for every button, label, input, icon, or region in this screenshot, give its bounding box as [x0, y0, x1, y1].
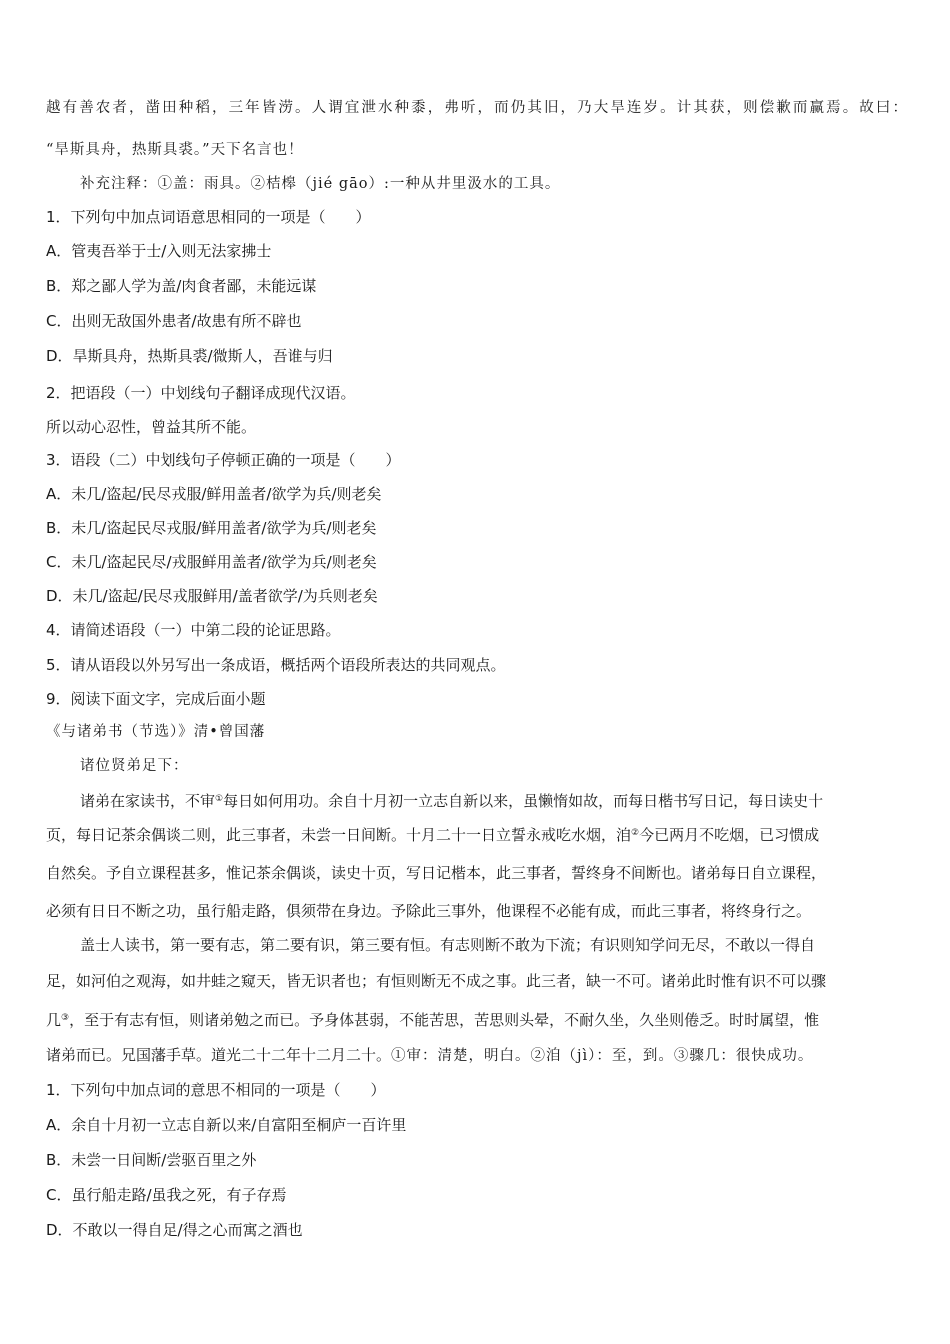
paragraph-line: 盖士人读书，第一要有志，第二要有识，第三要有恒。有志则断不敢为下流；有识则知学问无尽，不敢以一得自 — [80, 936, 816, 954]
answer-option: B．未尝一日间断/尝驱百里之外 — [46, 1151, 257, 1169]
answer-option: D．未几/盗起/民尽戎服鲜用/盖者欲学/为兵则老矣 — [46, 587, 378, 605]
answer-option: C．虽行船走路/虽我之死，有子存焉 — [46, 1186, 287, 1204]
question-stem: 9．阅读下面文字，完成后面小题 — [46, 690, 266, 708]
translation-sentence: 所以动心忍性，曾益其所不能。 — [46, 418, 257, 436]
paragraph-line: 自然矣。予自立课程甚多，惟记茶余偶谈，读史十页，写日记楷本，此三事者，誓终身不间断也。诸弟每日自立课程， — [46, 864, 827, 882]
paragraph-line: 诸弟在家读书，不审①每日如何用功。余自十月初一立志自新以来，虽懒惰如故，而每日楷书写日记，每日读史十 — [80, 792, 824, 810]
letter-salutation: 诸位贤弟足下： — [80, 758, 189, 774]
answer-option: A．余自十月初一立志自新以来/自富阳至桐庐一百许里 — [46, 1116, 407, 1134]
answer-option: D．不敢以一得自足/得之心而寓之酒也 — [46, 1221, 303, 1239]
question-stem: 1．下列句中加点词语意思相同的一项是（ ） — [46, 208, 371, 226]
answer-option: C．未几/盗起民尽/戎服鲜用盖者/欲学为兵/则老矣 — [46, 553, 377, 571]
answer-option: A．管夷吾举于士/入则无法家拂士 — [46, 242, 272, 260]
paragraph-line: 必须有日日不断之功，虽行船走路，俱须带在身边。予除此三事外，他课程不必能有成，而此三事者，将终身行之。 — [46, 902, 812, 920]
question-stem: 3．语段（二）中划线句子停顿正确的一项是（ ） — [46, 451, 401, 469]
question-stem: 1．下列句中加点词的意思不相同的一项是（ ） — [46, 1081, 386, 1099]
answer-option: D．旱斯具舟，热斯具裘/微斯人，吾谁与归 — [46, 347, 333, 365]
question-stem: 4．请简述语段（一）中第二段的论证思路。 — [46, 621, 341, 639]
footnotes: ①审：清楚，明白。②洎（jì）：至，到。③骤几：很快成功。 — [391, 1048, 814, 1064]
passage-text-line: 越有善农者，凿田种稻，三年皆涝。人谓宜泄水种黍，弗听，而仍其旧，乃大旱连岁。计其获，则偿歉而赢焉。故曰： — [46, 100, 908, 116]
answer-option: C．出则无敌国外患者/故患有所不辟也 — [46, 312, 302, 330]
question-stem: 2．把语段（一）中划线句子翻译成现代汉语。 — [46, 384, 356, 402]
answer-option: B．未几/盗起民尽戎服/鲜用盖者/欲学为兵/则老矣 — [46, 519, 377, 537]
supplementary-notes: 补充注释：①盖：雨具。②桔槔（jié gāo）:一种从井里汲水的工具。 — [80, 176, 561, 192]
answer-option: B．郑之鄙人学为盖/肉食者鄙，未能远谋 — [46, 277, 317, 295]
passage-text-line: “旱斯具舟，热斯具裘。”天下名言也！ — [46, 142, 304, 158]
passage-title: 《与诸弟书（节选）》清•曾国藩 — [46, 724, 266, 740]
paragraph-line: 几③，至于有志有恒，则诸弟勉之而已。予身体甚弱，不能苦思，苦思则头晕，不耐久坐，久坐则倦乏。时时属望，惟 — [46, 1011, 820, 1029]
answer-option: A．未几/盗起/民尽戎服/鲜用盖者/欲学为兵/则老矣 — [46, 485, 382, 503]
paragraph-line: 足，如河伯之观海，如井蛙之窥天，皆无识者也；有恒则断无不成之事。此三者，缺一不可。诸弟此时惟有识不可以骤 — [46, 972, 827, 990]
footnote-marker: ③ — [61, 1013, 70, 1023]
paragraph-line: 诸弟而已。兄国藩手草。道光二十二年十二月二十。①审：清楚，明白。②洎（jì）：至，到。③骤几：很快成功。 — [46, 1046, 814, 1064]
question-stem: 5．请从语段以外另写出一条成语，概括两个语段所表达的共同观点。 — [46, 656, 506, 674]
footnote-marker: ② — [631, 828, 640, 838]
paragraph-line: 页，每日记茶余偶谈二则，此三事者，未尝一日间断。十月二十一日立誓永戒吃水烟，洎②今已两月不吃烟，已习惯成 — [46, 826, 820, 844]
footnote-marker: ① — [215, 794, 224, 804]
